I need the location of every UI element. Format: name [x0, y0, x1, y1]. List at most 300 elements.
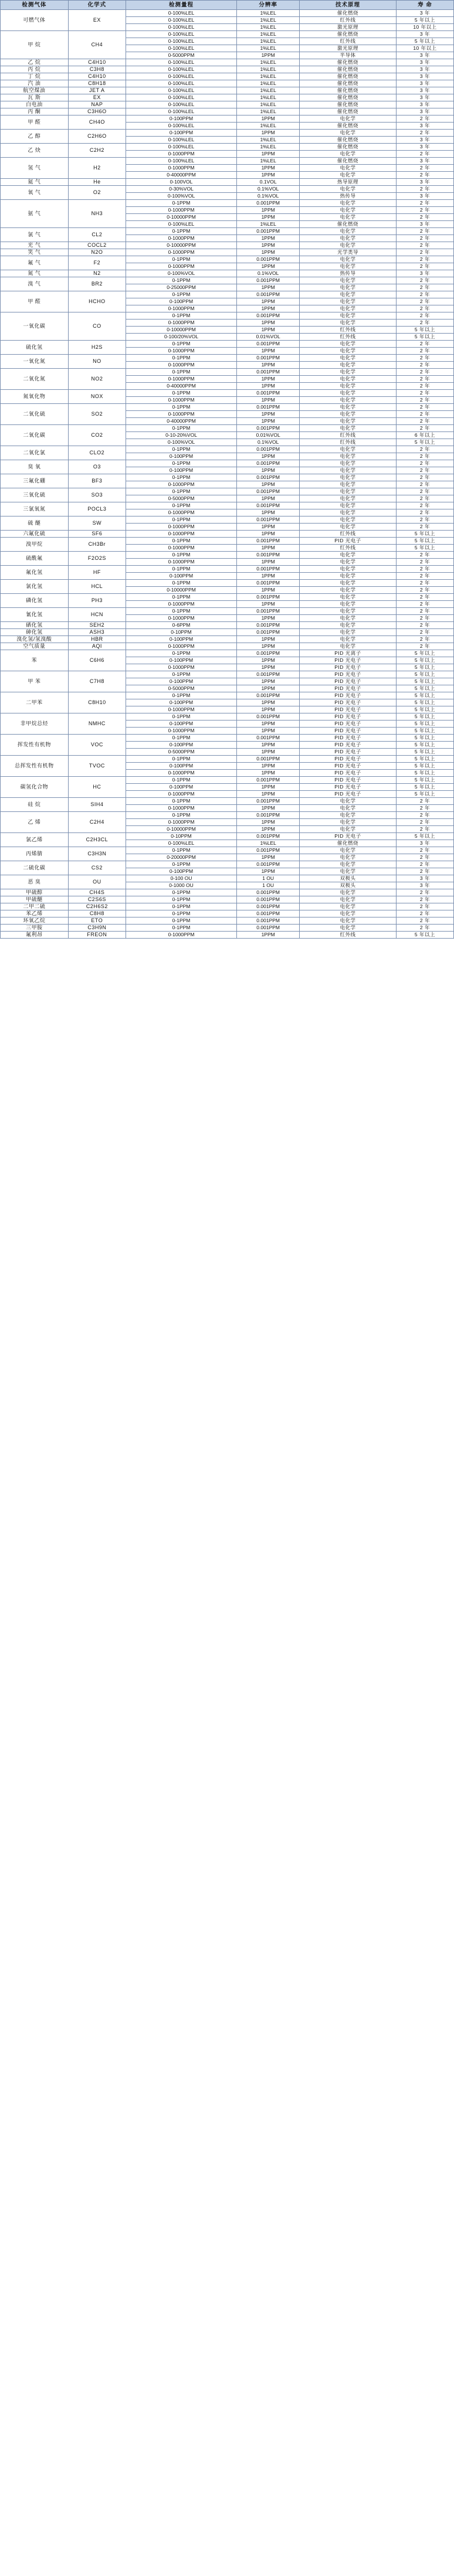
cell-lifetime: 6 年以上: [396, 432, 453, 439]
cell-technology: 催化燃烧: [300, 123, 397, 130]
cell-technology: 热传导: [300, 270, 397, 277]
cell-formula: NO: [68, 355, 126, 369]
cell-formula: SO3: [68, 488, 126, 502]
cell-range: 0-100%LEL: [126, 221, 236, 228]
cell-resolution: 0.001PPM: [237, 861, 300, 868]
table-row: [1, 516, 454, 524]
cell-range: 0-100%LEL: [126, 137, 236, 144]
cell-gas-name: 三氯氧氮: [1, 502, 69, 516]
cell-resolution: 1PPM: [237, 327, 300, 334]
cell-range: 0-100%LEL: [126, 123, 236, 130]
cell-resolution: 1PPM: [237, 418, 300, 425]
cell-formula: POCL3: [68, 502, 126, 516]
cell-range: 0-1000PPM: [126, 643, 236, 650]
cell-resolution: 0.001PPM: [237, 917, 300, 925]
table-row: [1, 474, 454, 481]
cell-resolution: 0.001PPM: [237, 903, 300, 910]
cell-gas-name: 氟 气: [1, 256, 69, 270]
cell-technology: 电化学: [300, 355, 397, 362]
cell-lifetime: 5 年以上: [396, 749, 453, 756]
cell-lifetime: 2 年: [396, 587, 453, 594]
cell-range: 0-1PPM: [126, 580, 236, 587]
cell-resolution: 1PPM: [237, 52, 300, 59]
cell-resolution: 1PPM: [237, 685, 300, 692]
cell-lifetime: 5 年以上: [396, 770, 453, 777]
cell-lifetime: 2 年: [396, 425, 453, 432]
cell-technology: 红外线: [300, 432, 397, 439]
cell-range: 0-1PPM: [126, 341, 236, 348]
cell-resolution: 0.001PPM: [237, 341, 300, 348]
cell-lifetime: 5 年以上: [396, 671, 453, 678]
table-row: [1, 200, 454, 207]
cell-range: 0-100PPM: [126, 868, 236, 875]
cell-resolution: 1%LEL: [237, 80, 300, 87]
cell-lifetime: 2 年: [396, 615, 453, 622]
cell-range: 0-1000PPM: [126, 524, 236, 531]
cell-range: 0-100%LEL: [126, 144, 236, 151]
cell-lifetime: 2 年: [396, 516, 453, 524]
cell-technology: 催化燃烧: [300, 840, 397, 847]
cell-range: 0-30%VOL: [126, 186, 236, 193]
cell-technology: 红外线: [300, 932, 397, 939]
cell-formula: BR2: [68, 277, 126, 291]
cell-gas-name: 苯乙烯: [1, 910, 69, 917]
cell-technology: 电化学: [300, 917, 397, 925]
cell-range: 0-40000PPM: [126, 418, 236, 425]
cell-technology: 催化燃烧: [300, 108, 397, 115]
cell-formula: F2: [68, 256, 126, 270]
cell-technology: 电化学: [300, 903, 397, 910]
cell-lifetime: 3 年: [396, 193, 453, 200]
cell-technology: 双极头: [300, 882, 397, 889]
table-row: [1, 179, 454, 186]
cell-resolution: 1PPM: [237, 615, 300, 622]
cell-resolution: 1PPM: [237, 545, 300, 552]
cell-resolution: 1PPM: [237, 411, 300, 418]
cell-technology: 红外线: [300, 38, 397, 45]
cell-lifetime: 2 年: [396, 636, 453, 643]
cell-technology: 红外线: [300, 531, 397, 538]
cell-lifetime: 2 年: [396, 552, 453, 559]
cell-resolution: 1PPM: [237, 636, 300, 643]
cell-gas-name: 二甲二硫: [1, 903, 69, 910]
cell-range: 0-1000PPM: [126, 706, 236, 713]
cell-formula: PH3: [68, 594, 126, 608]
cell-range: 0-100%LEL: [126, 158, 236, 165]
cell-lifetime: 2 年: [396, 896, 453, 903]
table-row: [1, 158, 454, 165]
cell-range: 0-1PPM: [126, 910, 236, 917]
cell-formula: C2H3CL: [68, 833, 126, 847]
cell-range: 0-1PPM: [126, 889, 236, 896]
cell-lifetime: 3 年: [396, 59, 453, 66]
cell-gas-name: 氮 气: [1, 270, 69, 277]
cell-range: 0-5000PPM: [126, 495, 236, 502]
table-body: [1, 10, 454, 939]
cell-resolution: 1PPM: [237, 383, 300, 390]
cell-range: 0-100%LEL: [126, 94, 236, 101]
cell-resolution: 1%LEL: [237, 144, 300, 151]
cell-technology: 电化学: [300, 826, 397, 833]
cell-formula: C7H8: [68, 671, 126, 692]
cell-gas-name: 溴甲烷: [1, 538, 69, 552]
cell-technology: 电化学: [300, 636, 397, 643]
cell-formula: CH4O: [68, 115, 126, 130]
cell-gas-name: 乙 烷: [1, 59, 69, 66]
cell-resolution: 1PPM: [237, 235, 300, 242]
cell-lifetime: 2 年: [396, 214, 453, 221]
cell-range: 0-1000PPM: [126, 397, 236, 404]
table-row: [1, 66, 454, 73]
cell-lifetime: 2 年: [396, 242, 453, 249]
cell-lifetime: 3 年: [396, 31, 453, 38]
cell-range: 0-40000PPM: [126, 383, 236, 390]
header-formula: 化学式: [68, 1, 126, 10]
cell-technology: 电化学: [300, 488, 397, 495]
cell-gas-name: 硅 烷: [1, 798, 69, 812]
cell-lifetime: 5 年以上: [396, 735, 453, 742]
cell-technology: 红外线: [300, 327, 397, 334]
cell-gas-name: 三氧化硫: [1, 488, 69, 502]
cell-resolution: 1PPM: [237, 362, 300, 369]
cell-range: 0-100PPM: [126, 721, 236, 728]
cell-resolution: 1%LEL: [237, 123, 300, 130]
cell-gas-name: 氢 气: [1, 158, 69, 179]
cell-resolution: 0.1VOL: [237, 179, 300, 186]
cell-resolution: 0.001PPM: [237, 833, 300, 840]
cell-resolution: 0.001PPM: [237, 650, 300, 657]
cell-gas-name: 空气质量: [1, 643, 69, 650]
cell-technology: 电化学: [300, 552, 397, 559]
cell-resolution: 1PPM: [237, 242, 300, 249]
cell-range: 0-10000PPM: [126, 587, 236, 594]
cell-technology: 电化学: [300, 411, 397, 418]
cell-resolution: 1%LEL: [237, 17, 300, 24]
header-gas-name: 检测气体: [1, 1, 69, 10]
cell-resolution: 0.001PPM: [237, 847, 300, 854]
cell-technology: PID 光电子: [300, 657, 397, 664]
table-row: [1, 594, 454, 601]
cell-resolution: 1%LEL: [237, 10, 300, 17]
header-lifetime: 寿 命: [396, 1, 453, 10]
cell-formula: CLO2: [68, 446, 126, 460]
cell-range: 0-1PPM: [126, 516, 236, 524]
cell-gas-name: 一氧化碳: [1, 312, 69, 341]
cell-technology: 催化燃烧: [300, 158, 397, 165]
cell-range: 0-100VOL: [126, 179, 236, 186]
table-row: [1, 889, 454, 896]
cell-lifetime: 3 年: [396, 52, 453, 59]
cell-lifetime: 2 年: [396, 524, 453, 531]
cell-technology: 电化学: [300, 516, 397, 524]
cell-lifetime: 3 年: [396, 87, 453, 94]
cell-resolution: 1%LEL: [237, 87, 300, 94]
cell-lifetime: 2 年: [396, 411, 453, 418]
cell-lifetime: 2 年: [396, 446, 453, 453]
cell-formula: C2S6S: [68, 896, 126, 903]
cell-lifetime: 2 年: [396, 467, 453, 474]
cell-gas-name: 甲 烷: [1, 31, 69, 59]
cell-resolution: 1PPM: [237, 763, 300, 770]
cell-technology: 电化学: [300, 854, 397, 861]
cell-range: 0-5000PPM: [126, 52, 236, 59]
cell-formula: CS2: [68, 861, 126, 875]
cell-technology: 催化燃烧: [300, 221, 397, 228]
cell-lifetime: 5 年以上: [396, 545, 453, 552]
cell-lifetime: 2 年: [396, 460, 453, 467]
cell-lifetime: 5 年以上: [396, 531, 453, 538]
cell-range: 0-100%LEL: [126, 66, 236, 73]
cell-gas-name: 二氧化碳: [1, 425, 69, 446]
cell-range: 0-1PPM: [126, 538, 236, 545]
cell-technology: 电化学: [300, 425, 397, 432]
cell-range: 0-1000PPM: [126, 207, 236, 214]
cell-lifetime: 5 年以上: [396, 742, 453, 749]
cell-resolution: 0.001PPM: [237, 622, 300, 629]
table-row: [1, 502, 454, 509]
cell-range: 0-1PPM: [126, 756, 236, 763]
cell-lifetime: 5 年以上: [396, 706, 453, 713]
cell-lifetime: 2 年: [396, 917, 453, 925]
cell-resolution: 1%LEL: [237, 158, 300, 165]
cell-lifetime: 2 年: [396, 369, 453, 376]
cell-range: 0-1PPM: [126, 355, 236, 362]
cell-range: 0-1PPM: [126, 692, 236, 699]
cell-range: 0-100 OU: [126, 875, 236, 882]
cell-technology: 电化学: [300, 896, 397, 903]
cell-formula: F2O2S: [68, 552, 126, 566]
cell-range: 0-1000PPM: [126, 819, 236, 826]
cell-range: 0-1000PPM: [126, 728, 236, 735]
cell-formula: HBR: [68, 636, 126, 643]
cell-lifetime: 2 年: [396, 608, 453, 615]
cell-gas-name: 氯化氢: [1, 580, 69, 594]
cell-lifetime: 5 年以上: [396, 657, 453, 664]
cell-gas-name: 二氧化硫: [1, 404, 69, 425]
cell-gas-name: 光 气: [1, 242, 69, 249]
cell-range: 0-100PPM: [126, 784, 236, 791]
cell-range: 0-100PPM: [126, 678, 236, 685]
table-row: [1, 312, 454, 320]
cell-range: 0-100%LEL: [126, 38, 236, 45]
cell-gas-name: 臭 氧: [1, 460, 69, 474]
cell-resolution: 0.001PPM: [237, 277, 300, 284]
cell-technology: 光学类导: [300, 249, 397, 256]
cell-resolution: 1%LEL: [237, 94, 300, 101]
cell-lifetime: 5 年以上: [396, 327, 453, 334]
cell-range: 0-1PPM: [126, 896, 236, 903]
cell-resolution: 0.001PPM: [237, 460, 300, 467]
table-row: [1, 552, 454, 559]
cell-resolution: 1PPM: [237, 854, 300, 861]
cell-formula: HCHO: [68, 291, 126, 312]
cell-range: 0-100PPM: [126, 453, 236, 460]
cell-formula: C2H6O: [68, 130, 126, 144]
table-row: [1, 777, 454, 784]
cell-resolution: 1PPM: [237, 531, 300, 538]
cell-gas-name: 氰化氢: [1, 608, 69, 622]
cell-resolution: 1PPM: [237, 376, 300, 383]
cell-technology: 热导原理: [300, 179, 397, 186]
cell-lifetime: 5 年以上: [396, 439, 453, 446]
cell-formula: SO2: [68, 404, 126, 425]
cell-resolution: 1%LEL: [237, 73, 300, 80]
table-row: [1, 390, 454, 397]
table-row: [1, 629, 454, 636]
cell-lifetime: 5 年以上: [396, 784, 453, 791]
cell-formula: C3H8: [68, 66, 126, 73]
cell-lifetime: 2 年: [396, 798, 453, 805]
cell-lifetime: 2 年: [396, 207, 453, 214]
cell-lifetime: 3 年: [396, 840, 453, 847]
cell-formula: CL2: [68, 228, 126, 242]
table-row: [1, 242, 454, 249]
cell-resolution: 0.001PPM: [237, 777, 300, 784]
table-row: [1, 59, 454, 66]
cell-lifetime: 5 年以上: [396, 678, 453, 685]
cell-range: 0-100%LEL: [126, 840, 236, 847]
table-row: [1, 671, 454, 678]
cell-lifetime: 2 年: [396, 341, 453, 348]
cell-resolution: 1PPM: [237, 130, 300, 137]
cell-lifetime: 5 年以上: [396, 650, 453, 657]
cell-formula: O3: [68, 460, 126, 474]
table-row: [1, 488, 454, 495]
cell-resolution: 1PPM: [237, 868, 300, 875]
cell-technology: PID 光电子: [300, 742, 397, 749]
cell-lifetime: 2 年: [396, 847, 453, 854]
cell-lifetime: 2 年: [396, 305, 453, 312]
table-row: [1, 277, 454, 284]
cell-range: 0-1000PPM: [126, 531, 236, 538]
cell-technology: 电化学: [300, 418, 397, 425]
cell-lifetime: 2 年: [396, 594, 453, 601]
cell-formula: C4H10: [68, 73, 126, 80]
cell-lifetime: 2 年: [396, 559, 453, 566]
cell-range: 0-1PPM: [126, 312, 236, 320]
cell-technology: PID 光电子: [300, 833, 397, 840]
cell-technology: PID 光电子: [300, 538, 397, 545]
cell-formula: HCL: [68, 580, 126, 594]
table-row: [1, 833, 454, 840]
cell-lifetime: 5 年以上: [396, 38, 453, 45]
table-row: [1, 108, 454, 115]
cell-resolution: 1PPM: [237, 263, 300, 270]
cell-lifetime: 5 年以上: [396, 699, 453, 706]
cell-gas-name: 硫化氢: [1, 341, 69, 355]
cell-range: 0-1000PPM: [126, 615, 236, 622]
cell-range: 0-1PPM: [126, 713, 236, 721]
cell-lifetime: 5 年以上: [396, 756, 453, 763]
cell-resolution: 1PPM: [237, 207, 300, 214]
cell-lifetime: 2 年: [396, 235, 453, 242]
cell-formula: FREON: [68, 932, 126, 939]
cell-resolution: 1PPM: [237, 467, 300, 474]
cell-lifetime: 2 年: [396, 889, 453, 896]
cell-range: 0-100%LEL: [126, 59, 236, 66]
cell-gas-name: 硫 醚: [1, 516, 69, 531]
cell-resolution: 1PPM: [237, 749, 300, 756]
cell-lifetime: 2 年: [396, 312, 453, 320]
cell-range: 0-100PPM: [126, 130, 236, 137]
cell-resolution: 1PPM: [237, 115, 300, 123]
table-row: [1, 847, 454, 854]
cell-formula: CO2: [68, 425, 126, 446]
header-range: 检测量程: [126, 1, 236, 10]
cell-technology: 电化学: [300, 284, 397, 291]
cell-technology: 电化学: [300, 256, 397, 263]
cell-range: 0-100%LEL: [126, 101, 236, 108]
table-row: [1, 910, 454, 917]
cell-lifetime: 2 年: [396, 509, 453, 516]
cell-formula: C8H10: [68, 692, 126, 713]
cell-lifetime: 3 年: [396, 123, 453, 130]
cell-gas-name: 溴化氢/氢溴酸: [1, 636, 69, 643]
cell-gas-name: 一氧化氮: [1, 355, 69, 369]
cell-lifetime: 2 年: [396, 390, 453, 397]
cell-range: 0-1PPM: [126, 861, 236, 868]
cell-lifetime: 2 年: [396, 263, 453, 270]
cell-technology: 激光原理: [300, 45, 397, 52]
cell-technology: 电化学: [300, 151, 397, 158]
cell-range: 0-100%LEL: [126, 10, 236, 17]
table-row: [1, 531, 454, 538]
cell-lifetime: 3 年: [396, 108, 453, 115]
cell-technology: 电化学: [300, 263, 397, 270]
cell-technology: 红外线: [300, 545, 397, 552]
cell-range: 0-1000PPM: [126, 305, 236, 312]
cell-range: 0-1PPM: [126, 425, 236, 432]
cell-technology: 电化学: [300, 446, 397, 453]
cell-resolution: 0.001PPM: [237, 502, 300, 509]
table-row: [1, 446, 454, 453]
cell-technology: 电化学: [300, 467, 397, 474]
cell-technology: 催化燃烧: [300, 73, 397, 80]
cell-lifetime: 2 年: [396, 854, 453, 861]
cell-resolution: 1%LEL: [237, 108, 300, 115]
cell-resolution: 0.001PPM: [237, 594, 300, 601]
cell-gas-name: 丙烯腈: [1, 847, 69, 861]
cell-range: 0-100%LEL: [126, 24, 236, 31]
cell-resolution: 1%LEL: [237, 31, 300, 38]
cell-formula: EX: [68, 94, 126, 101]
cell-range: 0-1PPM: [126, 798, 236, 805]
cell-range: 0-100%LEL: [126, 17, 236, 24]
cell-resolution: 1PPM: [237, 298, 300, 305]
cell-resolution: 1%LEL: [237, 24, 300, 31]
cell-resolution: 0.001PPM: [237, 369, 300, 376]
cell-technology: PID 光电子: [300, 756, 397, 763]
cell-resolution: 0.1%VOL: [237, 439, 300, 446]
table-row: [1, 80, 454, 87]
cell-range: 0-1000 OU: [126, 882, 236, 889]
cell-range: 0-6PPM: [126, 622, 236, 629]
cell-resolution: 0.1%VOL: [237, 270, 300, 277]
cell-formula: VOC: [68, 735, 126, 756]
cell-resolution: 1PPM: [237, 657, 300, 664]
cell-technology: 电化学: [300, 397, 397, 404]
cell-formula: C6H6: [68, 650, 126, 671]
cell-formula: C4H10: [68, 59, 126, 66]
cell-technology: 电化学: [300, 348, 397, 355]
cell-resolution: 1PPM: [237, 678, 300, 685]
table-row: [1, 115, 454, 123]
cell-technology: 电化学: [300, 502, 397, 509]
cell-lifetime: 2 年: [396, 903, 453, 910]
cell-technology: 电化学: [300, 130, 397, 137]
cell-resolution: 1PPM: [237, 524, 300, 531]
cell-gas-name: 甲硫醚: [1, 896, 69, 903]
